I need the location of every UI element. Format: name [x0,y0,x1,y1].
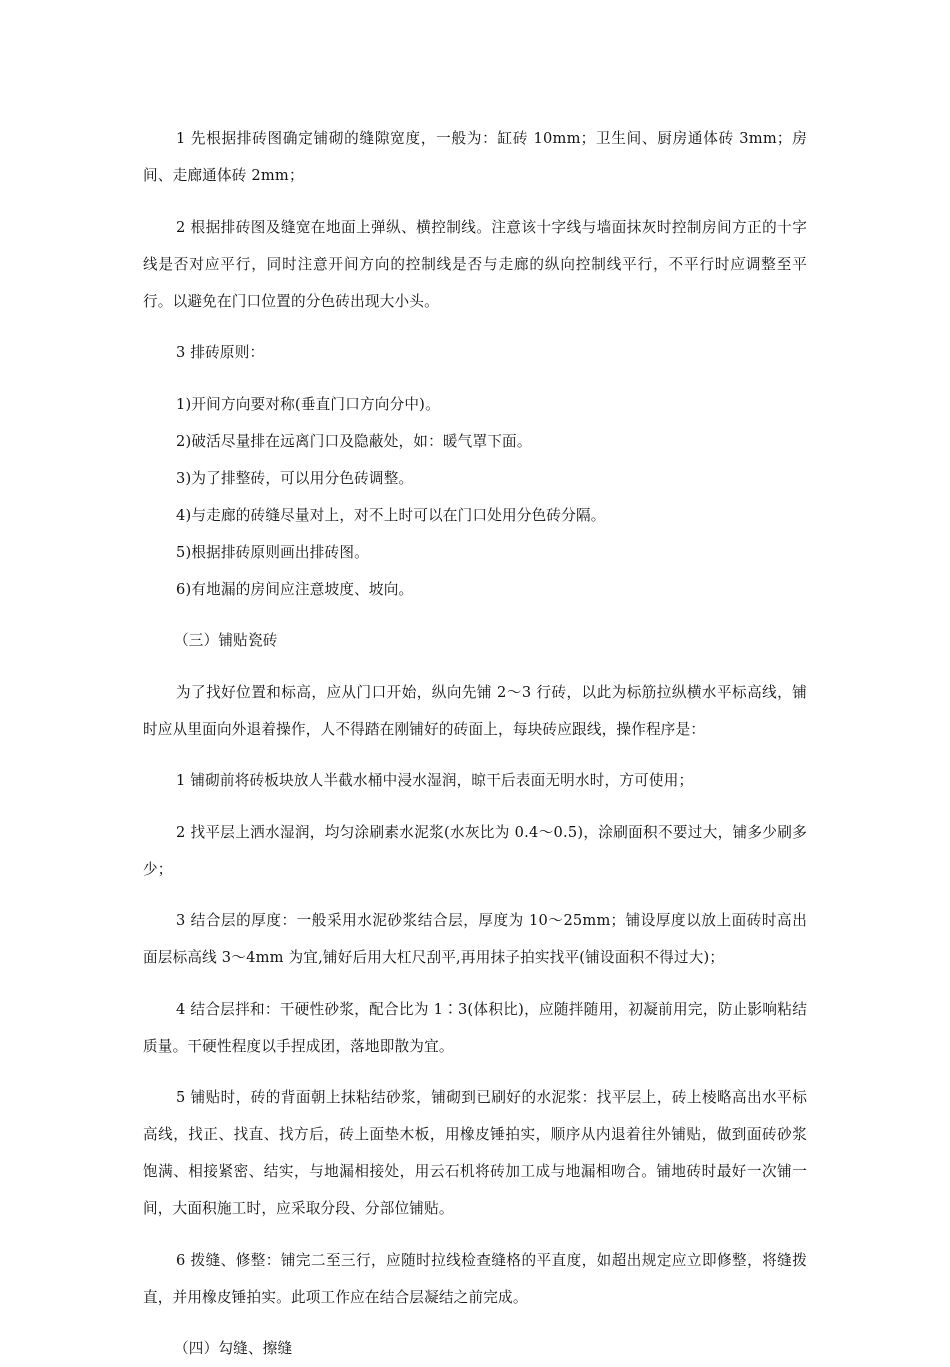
paragraph-layout-principles: 3 排砖原则： [176,344,265,361]
list-item-6: 6)有地漏的房间应注意坡度、坡向。 [176,580,414,598]
list-item-1: 1)开间方向要对称(垂直门口方向分中)。 [176,395,440,413]
list-item-4: 4)与走廊的砖缝尽量对上，对不上时可以在门口处用分色砖分隔。 [176,506,606,524]
paragraph-tiling-intro: 为了找好位置和标高，应从门口开始，纵向先铺 2～3 行砖，以此为标筋拉纵横水平标高线，铺时应从里面向外退着操作，人不得踏在刚铺好的砖面上，每块砖应跟线，操作程序是： [143,683,807,738]
list-item-3: 3)为了排整砖，可以用分色砖调整。 [176,469,414,487]
paragraph-joint-width: 1 先根据排砖图确定铺砌的缝隙宽度，一般为：缸砖 10mm；卫生间、厨房通体砖 3mm；房间、走廊通体砖 2mm； [143,130,807,184]
paragraph-step-6: 6 拨缝、修整：铺完二至三行，应随时拉线检查缝格的平直度，如超出规定应立即修整，将缝拨直，并用橡皮锤拍实。此项工作应在结合层凝结之前完成。 [143,1251,807,1306]
list-item-5: 5)根据排砖原则画出排砖图。 [176,543,369,561]
paragraph-step-3: 3 结合层的厚度：一般采用水泥砂浆结合层，厚度为 10～25mm；铺设厚度以放上面砖时高出面层标高线 3～4mm 为宜,铺好后用大杠尺刮平,再用抹子拍实找平(铺设面积不得过大)； [143,912,807,966]
paragraph-step-4: 4 结合层拌和：干硬性砂浆，配合比为 1∶3(体积比)，应随拌随用，初凝前用完，防止影响粘结质量。干硬性程度以手捏成团，落地即散为宜。 [143,1000,807,1055]
section-heading-tiling: （三）铺贴瓷砖 [174,632,278,649]
document-body [143,120,807,1367]
paragraph-step-5: 5 铺贴时，砖的背面朝上抹粘结砂浆，铺砌到已刷好的水泥浆：找平层上，砖上棱略高出水平标高线，找正、找直、找方后，砖上面垫木板，用橡皮锤拍实，顺序从内退着往外铺贴，做到面砖砂浆饱满、相接紧密、结实，与地漏相接处，用云石机将砖加工成与地漏相吻合。铺地砖时最好一次铺一间，大面积施工时，应采取分段、分部位铺贴。 [143,1089,807,1217]
paragraph-control-lines: 2 根据排砖图及缝宽在地面上弹纵、横控制线。注意该十字线与墙面抹灰时控制房间方正的十字线是否对应平行，同时注意开间方向的控制线是否与走廊的纵向控制线平行，不平行时应调整至平行。以避免在门口位置的分色砖出现大小头。 [143,218,807,310]
paragraph-step-2: 2 找平层上洒水湿润，均匀涂刷素水泥浆(水灰比为 0.4～0.5)，涂刷面积不要过大，铺多少刷多少； [143,823,807,878]
paragraph-step-1: 1 铺砌前将砖板块放人半截水桶中浸水湿润，晾干后表面无明水时，方可使用； [176,772,694,789]
section-heading-grouting: （四）勾缝、擦缝 [174,1340,293,1357]
list-item-2: 2)破活尽量排在远离门口及隐蔽处，如：暖气罩下面。 [176,432,532,450]
